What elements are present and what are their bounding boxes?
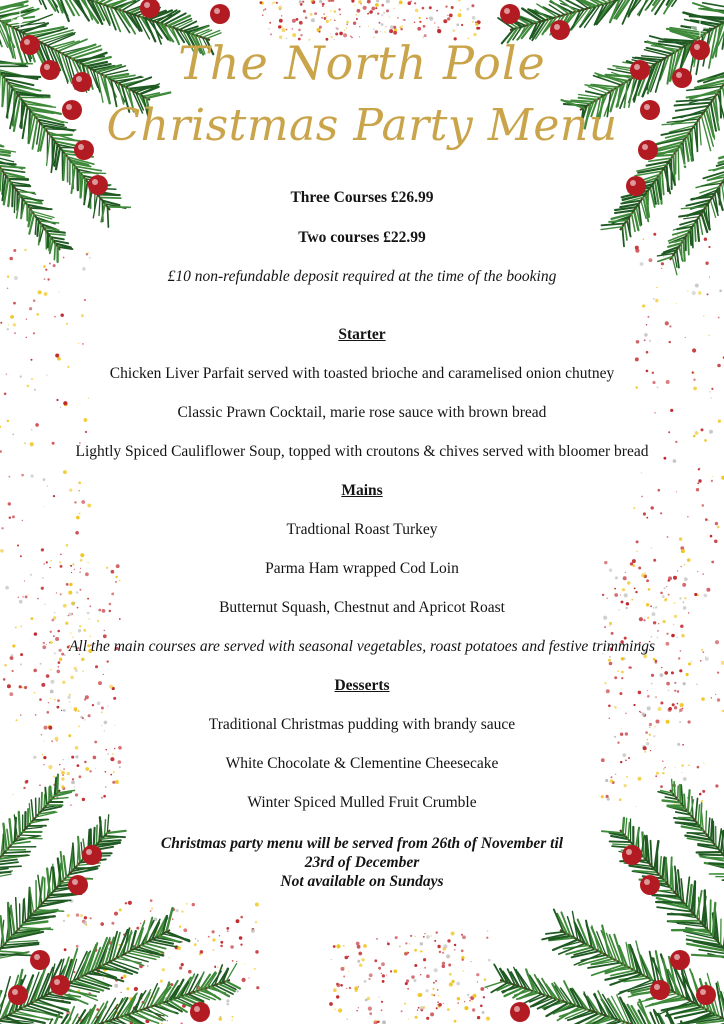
starter-item: Classic Prawn Cocktail, marie rose sauce with brown bread <box>177 404 547 421</box>
section-heading-desserts: Desserts <box>334 677 390 694</box>
availability-note-line-2: 23rd of December <box>304 854 420 871</box>
dessert-item: Traditional Christmas pudding with brandy sauce <box>208 716 516 733</box>
mains-note: All the main courses are served with seasonal vegetables, roast potatoes and festive trimmings <box>68 638 656 655</box>
title-line-2: Christmas Party Menu <box>106 100 618 151</box>
starter-item: Chicken Liver Parfait served with toasted brioche and caramelised onion chutney <box>109 365 615 382</box>
mains-item: Tradtional Roast Turkey <box>286 521 438 538</box>
starter-item: Lightly Spiced Cauliflower Soup, topped with croutons & chives served with bloomer bread <box>75 443 649 460</box>
mains-item: Parma Ham wrapped Cod Loin <box>265 560 459 577</box>
section-heading-starter: Starter <box>338 326 386 343</box>
dessert-item: Winter Spiced Mulled Fruit Crumble <box>247 794 477 811</box>
deposit-note: £10 non-refundable deposit required at the time of the booking <box>167 268 557 285</box>
title-line-1: The North Pole <box>178 36 546 90</box>
pine-branch-bottom-right <box>485 779 724 1024</box>
availability-note-line-3: Not available on Sundays <box>280 873 444 890</box>
dessert-item: White Chocolate & Clementine Cheesecake <box>225 755 499 772</box>
section-heading-mains: Mains <box>341 482 383 499</box>
mains-item: Butternut Squash, Chestnut and Apricot Roast <box>219 599 505 616</box>
price-three-courses: Three Courses £26.99 <box>290 189 434 206</box>
price-two-courses: Two courses £22.99 <box>298 229 426 246</box>
availability-note-line-1: Christmas party menu will be served from 26th of November til <box>160 835 564 852</box>
